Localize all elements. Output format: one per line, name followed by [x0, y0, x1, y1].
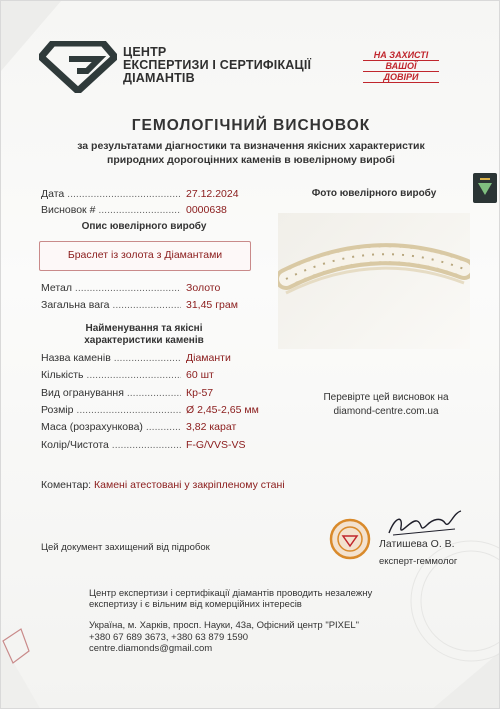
stone-row	[1, 421, 281, 435]
weight-row	[1, 299, 261, 313]
date-label: Дата .....	[41, 188, 181, 200]
subtitle-line1: за результатами діагностики та визначення якісних характеристик	[77, 140, 425, 152]
conclusion-value: 0000638	[186, 204, 227, 216]
metal-value: Золото	[186, 282, 221, 294]
stone-name-label: Назва каменів .....	[41, 352, 181, 364]
stone-color-clarity-value: F-G/VVS-VS	[186, 439, 246, 451]
description-heading: Опис ювелірного виробу	[81, 221, 207, 232]
stone-name-value: Діаманти	[186, 352, 231, 364]
metal-row	[1, 282, 261, 296]
stone-row	[1, 387, 281, 401]
footer-email: centre.diamonds@gmail.com	[89, 643, 213, 654]
footer-line1: Центр експертизи і сертифікації діамантів проводить незалежну	[89, 588, 373, 599]
subtitle-line2: природних дорогоцінних каменів в ювелірному виробі	[107, 154, 395, 166]
document-title: ГЕМОЛОГІЧНИЙ ВИСНОВОК	[131, 117, 371, 134]
org-name-line2: ЕКСПЕРТИЗИ І СЕРТИФІКАЦІЇ	[123, 58, 312, 72]
stone-count-value: 60 шт	[186, 369, 214, 381]
stone-row	[1, 369, 281, 383]
date-row	[1, 188, 261, 202]
trust-badge-line2: ВАШОЇ	[363, 61, 439, 72]
date-value: 27.12.2024	[186, 188, 239, 200]
footer-statement	[89, 588, 419, 610]
diamond-logo-icon	[39, 41, 117, 93]
document-subtitle	[31, 139, 471, 167]
verify-text: Перевірте цей висновок на	[323, 392, 449, 403]
stone-row	[1, 352, 281, 366]
organization-name	[123, 46, 311, 85]
hologram-sticker-icon	[473, 173, 497, 203]
org-name-line1: ЦЕНТР	[123, 45, 167, 59]
trust-badge	[363, 50, 439, 83]
trust-badge-line3: ДОВІРИ	[363, 72, 439, 83]
conclusion-row	[1, 204, 261, 218]
stones-heading-line2: характеристики каменів	[84, 335, 204, 346]
protection-note: Цей документ захищений від підробок	[41, 542, 210, 553]
stones-heading-line1: Найменування та якісні	[85, 323, 203, 334]
footer-line2: експертизу і є вільним від комерційних інтересів	[89, 599, 302, 610]
metal-label: Метал .....	[41, 282, 181, 294]
stones-heading	[41, 323, 247, 347]
stone-cut-label: Вид огранування .....	[41, 387, 181, 399]
stone-cut-value: Кр-57	[186, 387, 214, 399]
comment-row	[41, 479, 285, 491]
jewelry-photo	[278, 213, 470, 349]
signatory-name: Латишева О. В.	[379, 538, 455, 550]
weight-value: 31,45 грам	[186, 299, 238, 311]
description-value: Браслет із золота з Діамантами	[67, 249, 223, 261]
comment-label: Коментар:	[41, 479, 92, 491]
weight-label: Загальна вага .....	[41, 299, 181, 311]
stone-mass-label: Маса (розрахункова) .....	[41, 421, 181, 433]
stone-size-label: Розмір .....	[41, 404, 181, 416]
stone-count-label: Кількість .....	[41, 369, 181, 381]
org-name-line3: ДІАМАНТІВ	[123, 71, 195, 85]
stone-size-value: Ø 2,45-2,65 мм	[186, 404, 259, 416]
verify-note	[301, 391, 471, 419]
stone-color-clarity-label: Колір/Чистота .....	[41, 439, 181, 451]
trust-badge-line1: НА ЗАХИСТІ	[363, 50, 439, 61]
footer-contacts	[89, 620, 419, 655]
footer-address: Україна, м. Харків, просп. Науки, 43а, Офісний центр "PIXEL"	[89, 620, 360, 631]
photo-label: Фото ювелірного виробу	[311, 188, 437, 199]
stone-mass-value: 3,82 карат	[186, 421, 237, 433]
footer-phones: +380 67 689 3673, +380 63 879 1590	[89, 631, 249, 643]
seal-icon	[329, 518, 371, 560]
bracelet-image	[278, 213, 470, 349]
description-box	[39, 241, 251, 271]
conclusion-label: Висновок # .....	[41, 204, 181, 216]
verify-website-link[interactable]: diamond-centre.com.ua	[333, 406, 439, 417]
stone-row	[1, 439, 281, 453]
stone-row	[1, 404, 281, 418]
comment-value: Камені атестовані у закріпленому стані	[94, 479, 285, 491]
signatory-role: експерт-геммолог	[379, 556, 458, 567]
